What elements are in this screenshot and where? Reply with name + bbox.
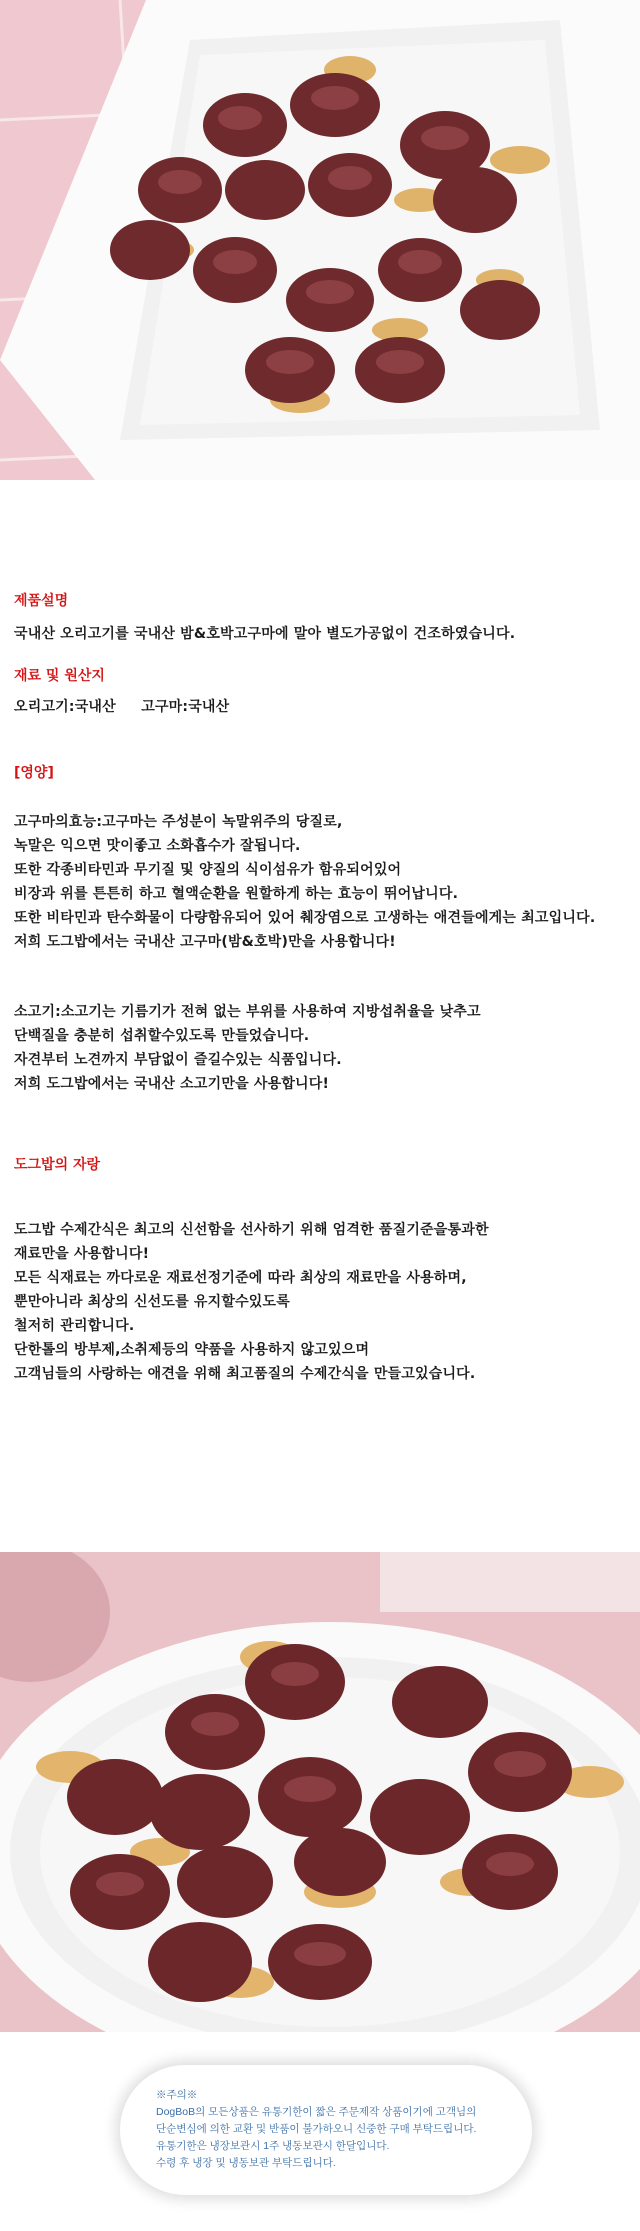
product-description-section [14,590,634,646]
notice-title: ※주의※ [156,2089,198,2101]
nutrition-heading: [영양] [14,765,54,781]
paragraph-line: 고객님들의 사랑하는 애견을 위해 최고품질의 수제간식을 만들고있습니다. [14,1366,476,1382]
product-photo-bottom [0,1552,640,2032]
paragraph-line: 고구마의효능:고구마는 주성분이 녹말위주의 당질로, [14,814,343,830]
paragraph-line: 단백질을 충분히 섭취할수있도록 만들었습니다. [14,1028,310,1044]
ingredients-text: 오리고기:국내산 고구마:국내산 [14,699,230,715]
paragraph-line: 또한 비타민과 탄수화물이 다량함유되어 있어 췌장염으로 고생하는 애견들에게는 최고입니다. [14,910,596,926]
paragraph-line: 비장과 위를 튼튼히 하고 혈액순환을 원할하게 하는 효능이 뛰어납니다. [14,886,459,902]
paragraph-line: 모든 식재료는 까다로운 재료선정기준에 따라 최상의 재료만을 사용하며, [14,1270,467,1286]
pride-paragraph [14,1218,634,1386]
paragraph-line: 저희 도그밥에서는 국내산 고구마(밤&호박)만을 사용합니다! [14,934,396,950]
ingredients-heading: 재료 및 원산지 [14,668,105,684]
notice-box [120,2065,532,2195]
sweet-potato-paragraph [14,810,634,954]
product-description-heading: 제품설명 [14,593,69,609]
paragraph-line: 재료만을 사용합니다! [14,1246,150,1262]
paragraph-line: 저희 도그밥에서는 국내산 소고기만을 사용합니다! [14,1076,330,1092]
notice-line: 유통기한은 냉장보관시 1주 냉동보관시 한달입니다. [156,2140,390,2152]
paragraph-line: 뿐만아니라 최상의 신선도를 유지할수있도록 [14,1294,290,1310]
paragraph-line: 철저히 관리합니다. [14,1318,135,1334]
paragraph-line: 소고기:소고기는 기름기가 전혀 없는 부위를 사용하여 지방섭취율을 낮추고 [14,1004,481,1020]
notice-line: 수령 후 냉장 및 냉동보관 부탁드립니다. [156,2157,336,2169]
paragraph-line: 녹말은 익으면 맛이좋고 소화흡수가 잘됩니다. [14,838,301,854]
product-description-text: 국내산 오리고기를 국내산 밤&호박고구마에 말아 별도가공없이 건조하였습니다. [14,626,516,642]
beef-paragraph [14,1000,634,1096]
pride-heading: 도그밥의 자랑 [14,1157,101,1173]
notice-line: DogBoB의 모든상품은 유통기한이 짧은 주문제작 상품이기에 고객님의 [156,2106,477,2118]
paragraph-line: 단한톨의 방부제,소취제등의 약품을 사용하지 않고있으며 [14,1342,370,1358]
paragraph-line: 자견부터 노견까지 부담없이 즐길수있는 식품입니다. [14,1052,342,1068]
product-photo-top [0,0,640,480]
paragraph-line: 또한 각종비타민과 무기질 및 양질의 식이섬유가 함유되어있어 [14,862,402,878]
nutrition-section [14,762,634,1096]
ingredients-section [14,665,634,719]
pride-section [14,1154,634,1386]
paragraph-line: 도그밥 수제간식은 최고의 신선함을 선사하기 위해 엄격한 품질기준을통과한 [14,1222,489,1238]
notice-line: 단순변심에 의한 교환 및 반품이 불가하오니 신중한 구매 부탁드립니다. [156,2123,477,2135]
